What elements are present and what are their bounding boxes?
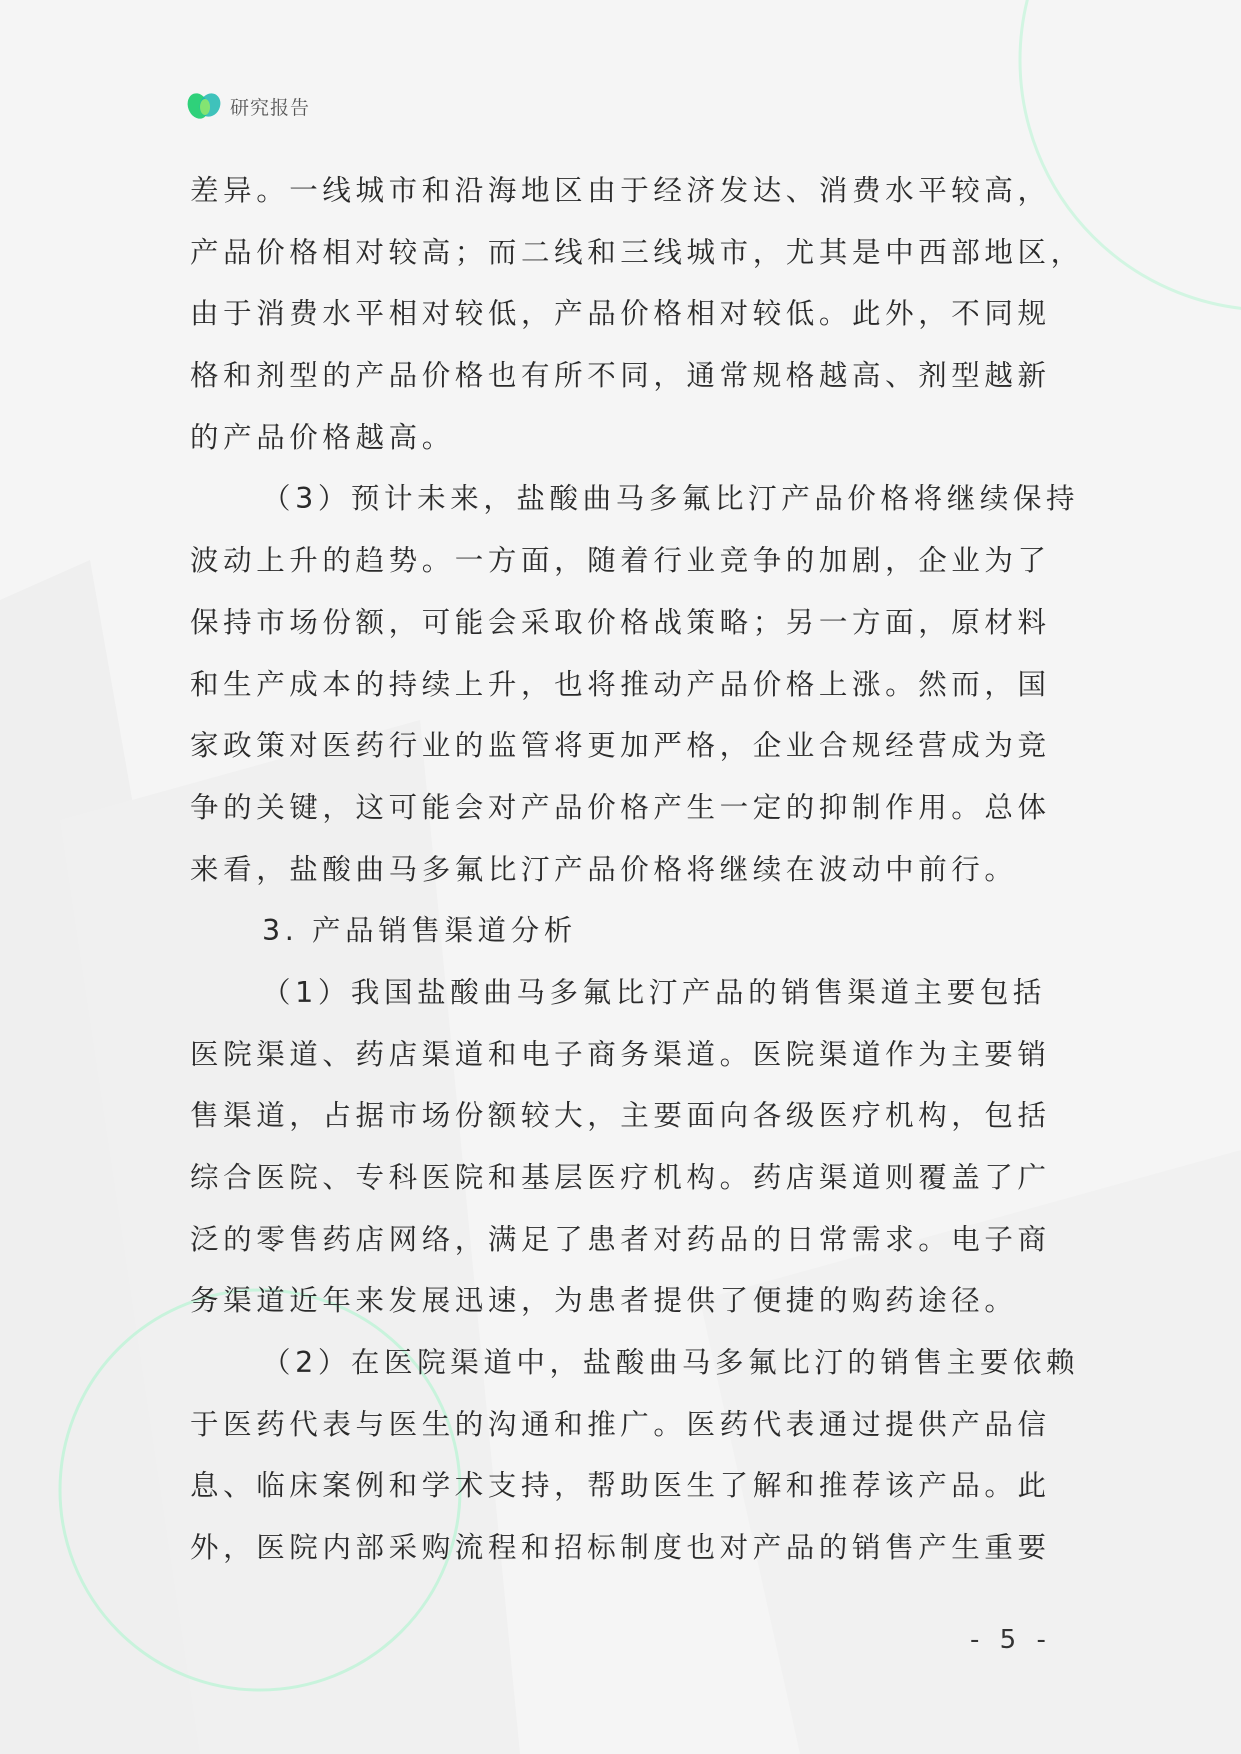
paragraph-line: 售渠道，占据市场份额较大，主要面向各级医疗机构，包括 <box>190 1099 1051 1133</box>
paragraph-line: 格和剂型的产品价格也有所不同，通常规格越高、剂型越新 <box>190 359 1051 393</box>
page-number: - 5 - <box>970 1625 1052 1655</box>
paragraph-line: 于医药代表与医生的沟通和推广。医药代表通过提供产品信 <box>190 1407 1051 1441</box>
paragraph-line: 息、临床案例和学术支持，帮助医生了解和推荐该产品。此 <box>190 1469 1051 1503</box>
paragraph-line: 由于消费水平相对较低，产品价格相对较低。此外，不同规 <box>190 297 1051 331</box>
paragraph-line: 和生产成本的持续上升，也将推动产品价格上涨。然而，国 <box>190 667 1051 701</box>
paragraph-line: 外，医院内部采购流程和招标制度也对产品的销售产生重要 <box>190 1531 1051 1565</box>
section-heading: 3. 产品销售渠道分析 <box>262 914 577 948</box>
paragraph-line: （3）预计未来，盐酸曲马多氟比汀产品价格将继续保持 <box>262 482 1080 516</box>
report-header <box>186 90 310 122</box>
paragraph-line: 差异。一线城市和沿海地区由于经济发达、消费水平较高， <box>190 174 1051 207</box>
paragraph-line: 波动上升的趋势。一方面，随着行业竞争的加剧，企业为了 <box>190 544 1051 578</box>
brand-logo-icon <box>186 91 222 121</box>
paragraph-line: 争的关键，这可能会对产品价格产生一定的抑制作用。总体 <box>190 790 1051 824</box>
paragraph-line: （1）我国盐酸曲马多氟比汀产品的销售渠道主要包括 <box>262 975 1047 1009</box>
paragraph-line: 产品价格相对较高；而二线和三线城市，尤其是中西部地区， <box>190 235 1084 269</box>
paragraph-line: 综合医院、专科医院和基层医疗机构。药店渠道则覆盖了广 <box>190 1161 1051 1194</box>
paragraph-line: 来看，盐酸曲马多氟比汀产品价格将继续在波动中前行。 <box>190 852 1018 886</box>
document-body <box>190 160 1084 1579</box>
paragraph-line: 泛的零售药店网络，满足了患者对药品的日常需求。电子商 <box>190 1222 1051 1256</box>
paragraph-line: 家政策对医药行业的监管将更加严格，企业合规经营成为竞 <box>190 729 1051 763</box>
paragraph-line: 保持市场份额，可能会采取价格战策略；另一方面，原材料 <box>190 605 1051 639</box>
paragraph-line: 务渠道近年来发展迅速，为患者提供了便捷的购药途径。 <box>190 1284 1018 1318</box>
paragraph-line: （2）在医院渠道中，盐酸曲马多氟比汀的销售主要依赖 <box>262 1346 1080 1380</box>
header-title: 研究报告 <box>230 96 311 119</box>
paragraph-line: 医院渠道、药店渠道和电子商务渠道。医院渠道作为主要销 <box>190 1037 1051 1071</box>
paragraph-line: 的产品价格越高。 <box>190 420 455 454</box>
